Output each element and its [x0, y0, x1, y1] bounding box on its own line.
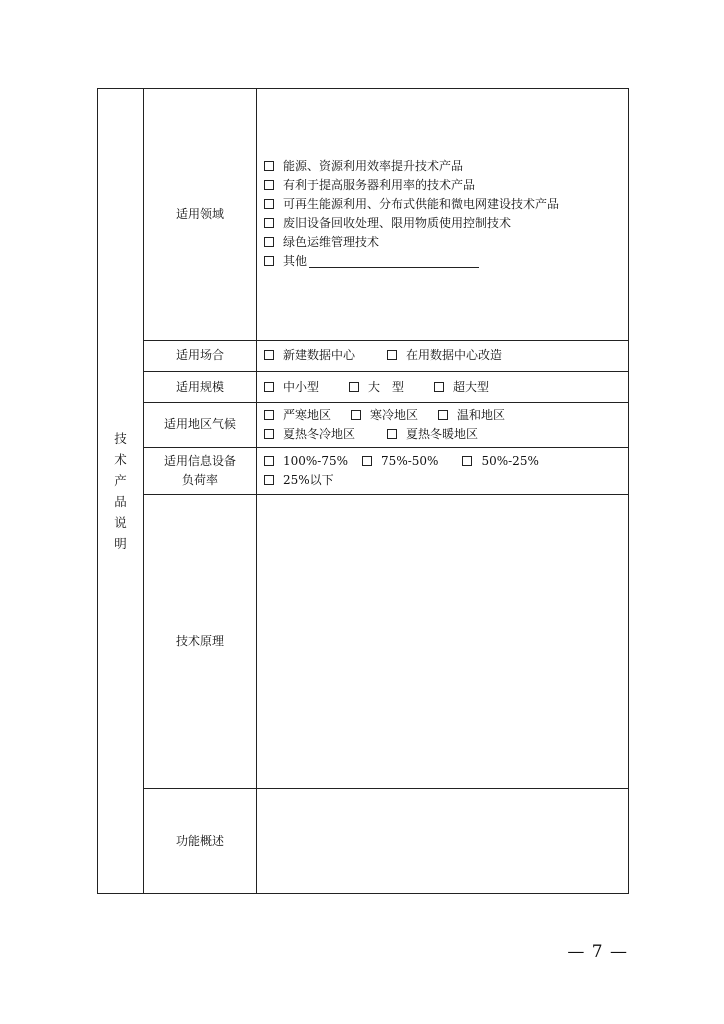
- section-label: 技术产品说明: [114, 431, 127, 551]
- load-option-below-25[interactable]: 25%以下: [264, 471, 334, 490]
- domain-option-server[interactable]: 有利于提高服务器利用率的技术产品: [264, 176, 628, 195]
- climate-option-hot-summer-warm-winter[interactable]: 夏热冬暖地区: [387, 425, 478, 444]
- function-field[interactable]: [257, 789, 629, 894]
- scale-option-small[interactable]: 中小型: [264, 378, 319, 397]
- checkbox[interactable]: [438, 410, 448, 420]
- venue-option-new[interactable]: 新建数据中心: [264, 346, 355, 365]
- load-option-100-75[interactable]: 100%-75%: [264, 452, 348, 471]
- principle-label: 技术原理: [144, 494, 257, 788]
- domain-option-renewable[interactable]: 可再生能源利用、分布式供能和微电网建设技术产品: [264, 195, 628, 214]
- domain-option-recycling[interactable]: 废旧设备回收处理、限用物质使用控制技术: [264, 214, 628, 233]
- domain-option-ops[interactable]: 绿色运维管理技术: [264, 233, 628, 252]
- domain-label: 适用领域: [144, 89, 257, 341]
- checkbox[interactable]: [434, 382, 444, 392]
- checkbox[interactable]: [264, 456, 274, 466]
- checkbox[interactable]: [264, 199, 274, 209]
- venue-option-retrofit[interactable]: 在用数据中心改造: [387, 346, 502, 365]
- climate-option-severe-cold[interactable]: 严寒地区: [264, 406, 331, 425]
- climate-option-cold[interactable]: 寒冷地区: [351, 406, 418, 425]
- scale-option-xlarge[interactable]: 超大型: [434, 378, 489, 397]
- checkbox[interactable]: [351, 410, 361, 420]
- scale-option-large[interactable]: 大 型: [349, 378, 404, 397]
- checkbox[interactable]: [362, 456, 372, 466]
- domain-option-other[interactable]: 其他: [264, 252, 628, 271]
- page-number: — 7 —: [567, 942, 628, 962]
- section-cell: [98, 89, 144, 894]
- venue-label: 适用场合: [144, 340, 257, 371]
- load-label: 适用信息设备 负荷率: [144, 447, 257, 494]
- function-label: 功能概述: [144, 789, 257, 894]
- checkbox[interactable]: [264, 475, 274, 485]
- load-option-75-50[interactable]: 75%-50%: [362, 452, 438, 471]
- checkbox[interactable]: [264, 382, 274, 392]
- load-options: [257, 447, 629, 494]
- principle-field[interactable]: [257, 494, 629, 788]
- checkbox[interactable]: [264, 410, 274, 420]
- checkbox[interactable]: [264, 350, 274, 360]
- checkbox[interactable]: [264, 237, 274, 247]
- climate-option-mild[interactable]: 温和地区: [438, 406, 505, 425]
- product-form-table: [97, 88, 629, 894]
- climate-option-hot-summer-cold-winter[interactable]: 夏热冬冷地区: [264, 425, 355, 444]
- checkbox[interactable]: [264, 161, 274, 171]
- venue-options: [257, 340, 629, 371]
- load-option-50-25[interactable]: 50%-25%: [462, 452, 538, 471]
- checkbox[interactable]: [387, 429, 397, 439]
- checkbox[interactable]: [264, 256, 274, 266]
- checkbox[interactable]: [264, 429, 274, 439]
- checkbox[interactable]: [264, 180, 274, 190]
- climate-label: 适用地区气候: [144, 403, 257, 447]
- checkbox[interactable]: [462, 456, 472, 466]
- checkbox[interactable]: [349, 382, 359, 392]
- checkbox[interactable]: [387, 350, 397, 360]
- checkbox[interactable]: [264, 218, 274, 228]
- scale-label: 适用规模: [144, 372, 257, 403]
- climate-options: [257, 403, 629, 447]
- scale-options: [257, 372, 629, 403]
- other-blank-field[interactable]: [309, 253, 479, 268]
- domain-options: [257, 89, 629, 341]
- domain-option-energy[interactable]: 能源、资源利用效率提升技术产品: [264, 157, 628, 176]
